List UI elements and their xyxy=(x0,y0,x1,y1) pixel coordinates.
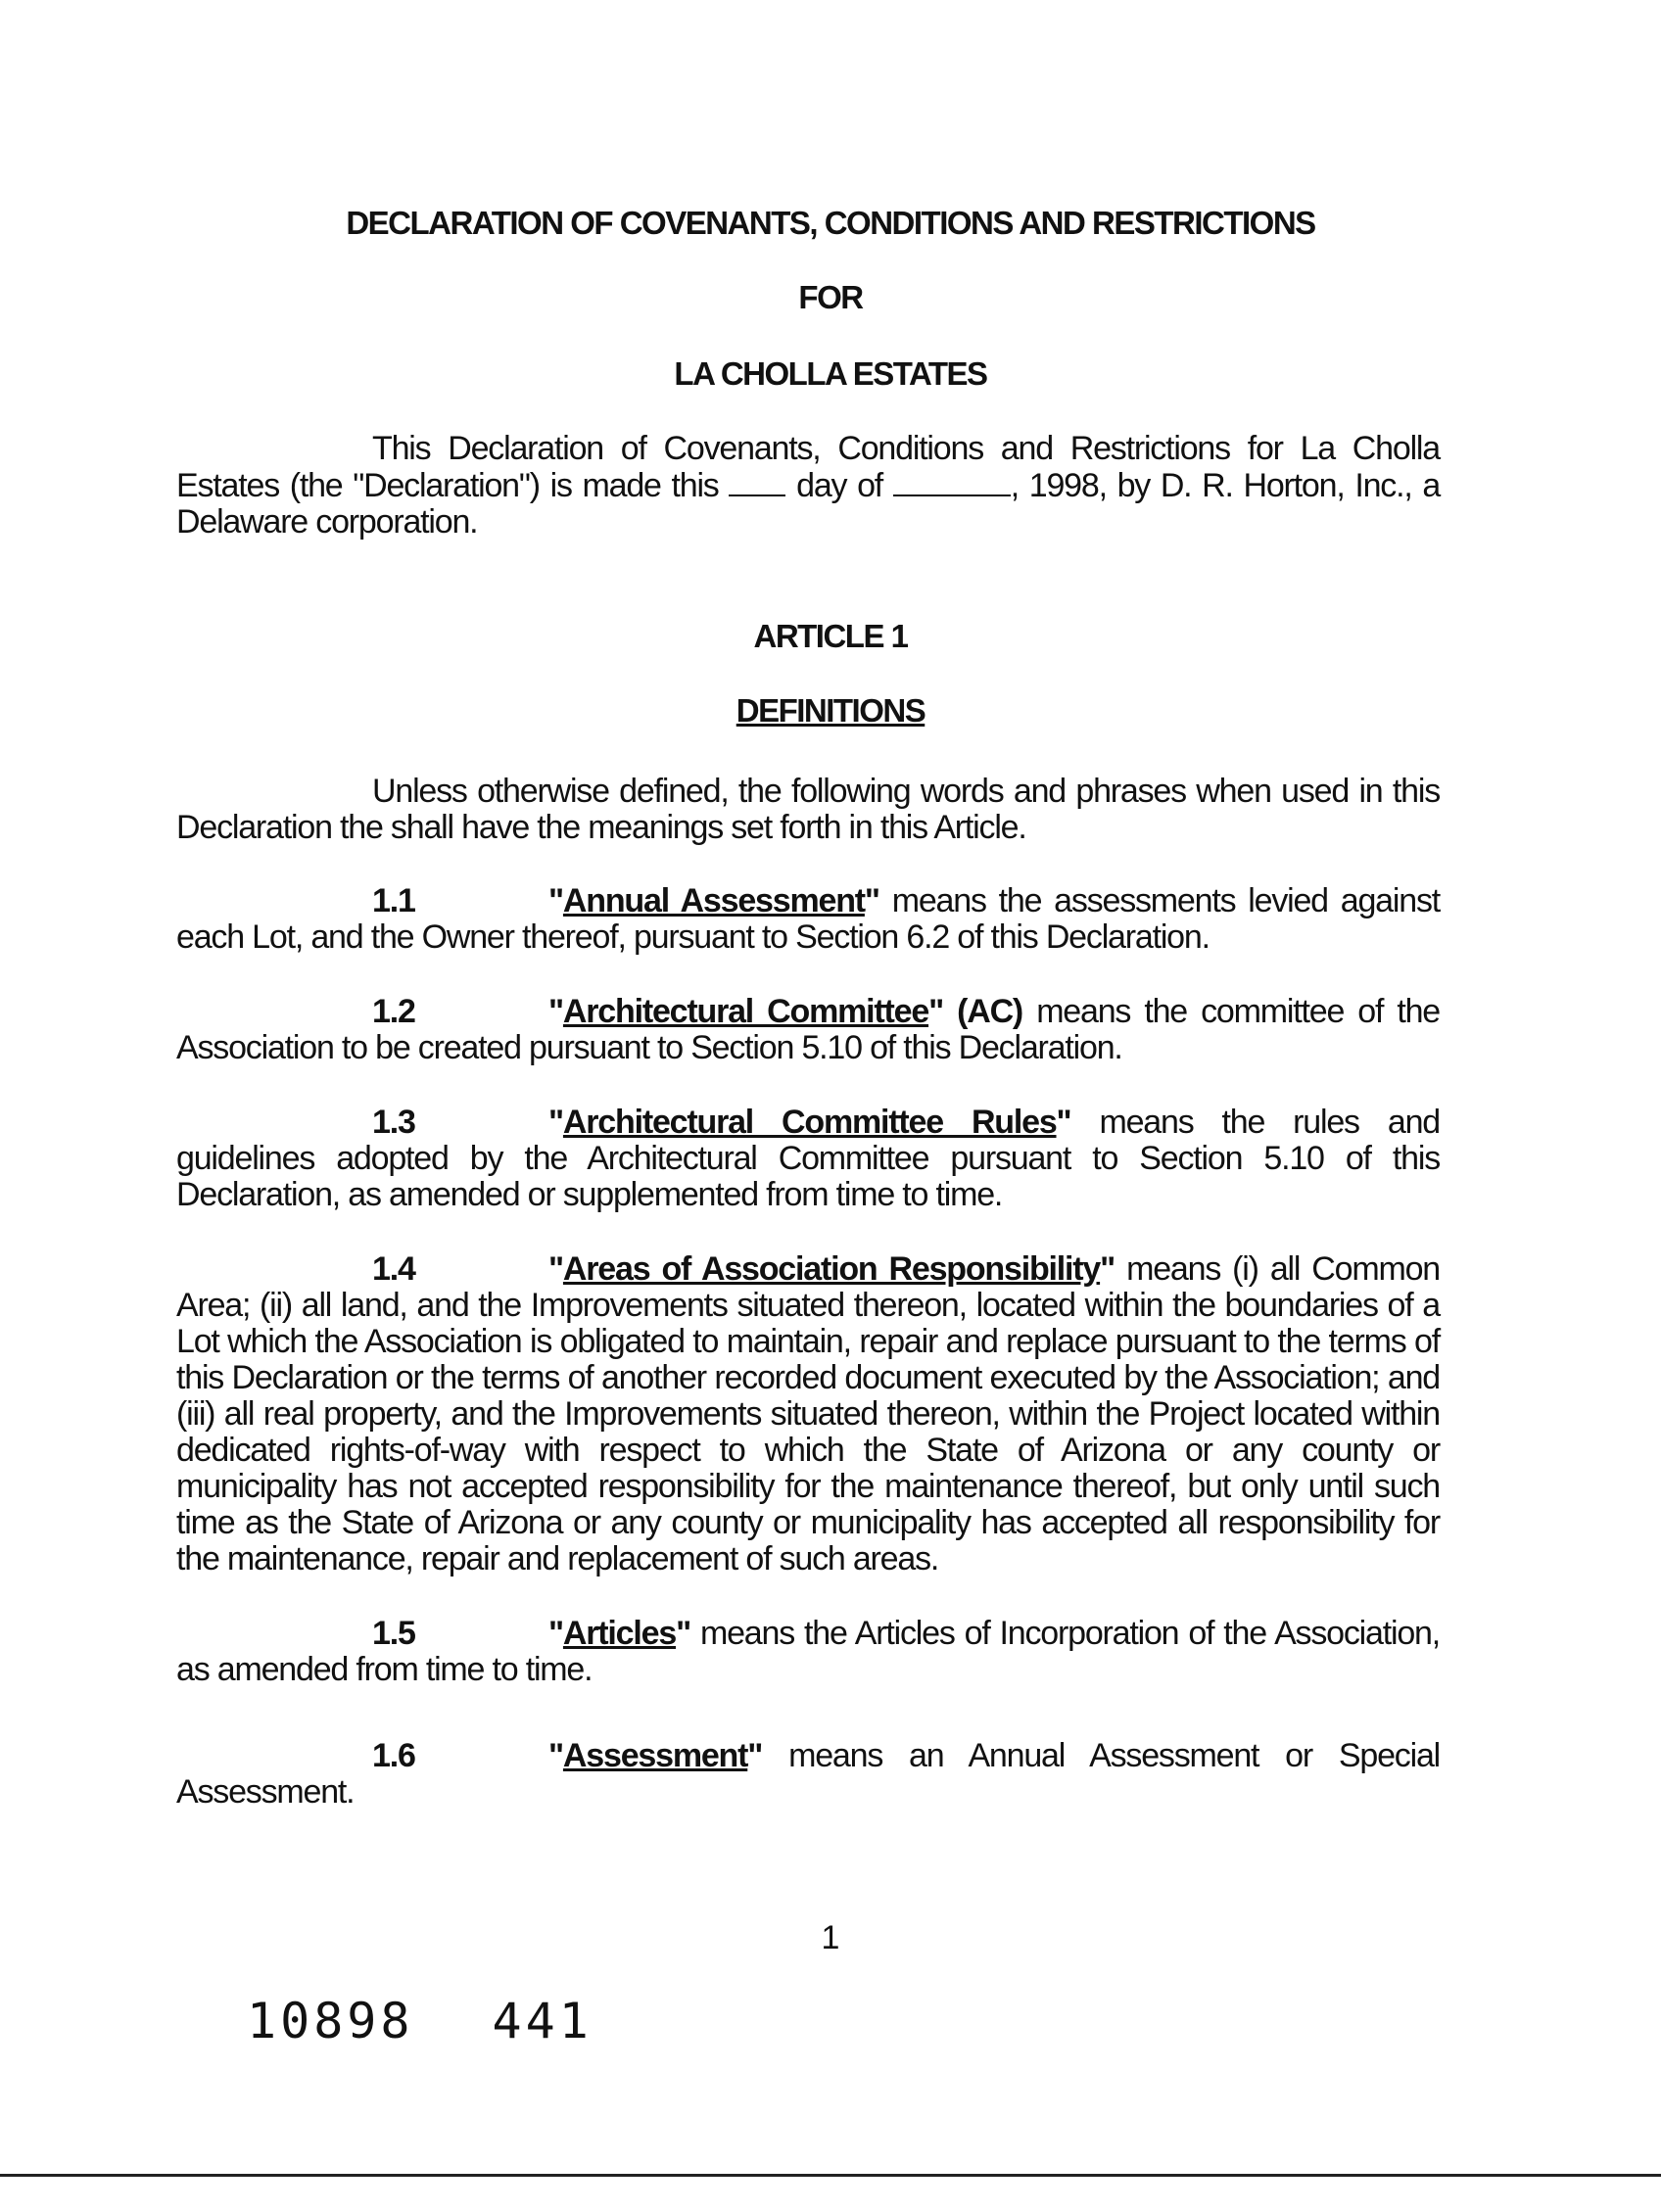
definition-number: 1.5 xyxy=(372,1615,415,1652)
definition-text: means an Annual Assessment or Special Assessment. xyxy=(176,1737,1441,1811)
definition-1-5: 1.5 "Articles" means the Articles of Incorporation of the Association, as amended from time to time. xyxy=(176,1615,1440,1688)
definition-number: 1.2 xyxy=(372,993,415,1030)
definitions-intro-text: Unless otherwise defined, the following words and phrases when used in this Declaration the shall have the meanings set forth in this Article. xyxy=(176,773,1440,846)
intro-text-3: , 1998, by D. R. Horton, Inc., a Delaware corporation. xyxy=(176,467,1441,541)
definition-1-2: 1.2 "Architectural Committee" (AC) means the committee of the Association to be created pursuant to Section 5.10 of this Declaration. xyxy=(176,993,1440,1066)
definition-text: means the assessments levied against each Lot, and the Owner thereof, pursuant to Section 6.2 of this Declaration. xyxy=(176,882,1441,956)
definition-number: 1.1 xyxy=(372,882,415,919)
article-title-text: DEFINITIONS xyxy=(736,692,925,729)
document-title: DECLARATION OF COVENANTS, CONDITIONS AND RESTRICTIONS xyxy=(346,205,1315,241)
definition-text: means the rules and guidelines adopted by the Architectural Committee pursuant to Section 5.10 of this Declaration, as amended or supplemented from time to time. xyxy=(176,1104,1440,1213)
definition-1-1: 1.1 "Annual Assessment" means the assessments levied against each Lot, and the Owner thereof, pursuant to Section 6.2 of this Declaration. xyxy=(176,882,1441,956)
document-title-subdivision: LA CHOLLA ESTATES xyxy=(674,355,987,392)
recording-page: 441 xyxy=(492,1993,593,2049)
definition-number: 1.6 xyxy=(372,1737,415,1774)
article-title xyxy=(0,691,1661,730)
definition-term: Areas of Association Responsibility xyxy=(562,1250,1101,1288)
intro-paragraph xyxy=(176,431,1440,541)
definition-term: Articles xyxy=(562,1615,677,1652)
definition-text: means the committee of the Association to be created pursuant to Section 5.10 of this Declaration. xyxy=(176,993,1440,1066)
definition-number: 1.4 xyxy=(372,1250,415,1288)
definition-term: Assessment xyxy=(562,1737,748,1774)
document-title-for: FOR xyxy=(798,279,863,315)
month-blank xyxy=(893,467,1011,496)
article-number: ARTICLE 1 xyxy=(753,618,908,654)
definition-1-3: 1.3 "Architectural Committee Rules" means the rules and guidelines adopted by the Architectural Committee pursuant to Section 5.10 of this Declaration, as amended or supplemented from time to time. xyxy=(176,1104,1440,1213)
definition-1-6: 1.6 "Assessment" means an Annual Assessment or Special Assessment. xyxy=(176,1737,1441,1811)
definition-term: Architectural Committee xyxy=(562,993,929,1030)
recording-stamp xyxy=(247,1993,593,2049)
definition-1-4: 1.4 "Areas of Association Responsibility" means (i) all Common Area; (ii) all land, and the Improvements situated thereon, located within the boundaries of a Lot which the Association is obligated to maintain, repair and replace pursuant to the terms of this Declaration or the terms of another recorded document executed by the Association; and (iii) all real property, and the Improvements situated thereon, within the Project located within dedicated rights-of-way with respect to which the State of Arizona or any county or municipality has not accepted responsibility for the maintenance thereof, but only until such time as the State of Arizona or any county or municipality has accepted all responsibility for the maintenance, repair and replacement of such areas. xyxy=(176,1250,1441,1577)
intro-text-1: This Declaration of Covenants, Conditions and Restrictions for La Cholla Estates (the "Declaration") is made this xyxy=(176,430,1440,504)
definition-text: means the Articles of Incorporation of the Association, as amended from time to time. xyxy=(176,1615,1440,1688)
day-blank xyxy=(729,467,785,496)
definition-number: 1.3 xyxy=(372,1104,415,1141)
recording-book: 10898 xyxy=(247,1993,414,2049)
definition-text: means (i) all Common Area; (ii) all land, and the Improvements situated thereon, located within the boundaries of a Lot which the Association is obligated to maintain, repair and replace pursuant to the terms of this Declaration or the terms of another recorded document executed by the Association; and (iii) all real property, and the Improvements situated thereon, within the Project located within dedicated rights-of-way with respect to which the State of Arizona or any county or municipality has not accepted responsibility for the maintenance thereof, but only until such time as the State of Arizona or any county or municipality has accepted all responsibility for the maintenance, repair and replacement of such areas. xyxy=(176,1250,1441,1577)
definition-term: Architectural Committee Rules xyxy=(562,1104,1057,1141)
intro-text-2: day of xyxy=(796,467,883,504)
bottom-divider xyxy=(0,2174,1661,2177)
page-number: 1 xyxy=(821,1919,840,1956)
definitions-intro xyxy=(176,774,1440,846)
definition-term: Annual Assessment xyxy=(562,882,865,919)
